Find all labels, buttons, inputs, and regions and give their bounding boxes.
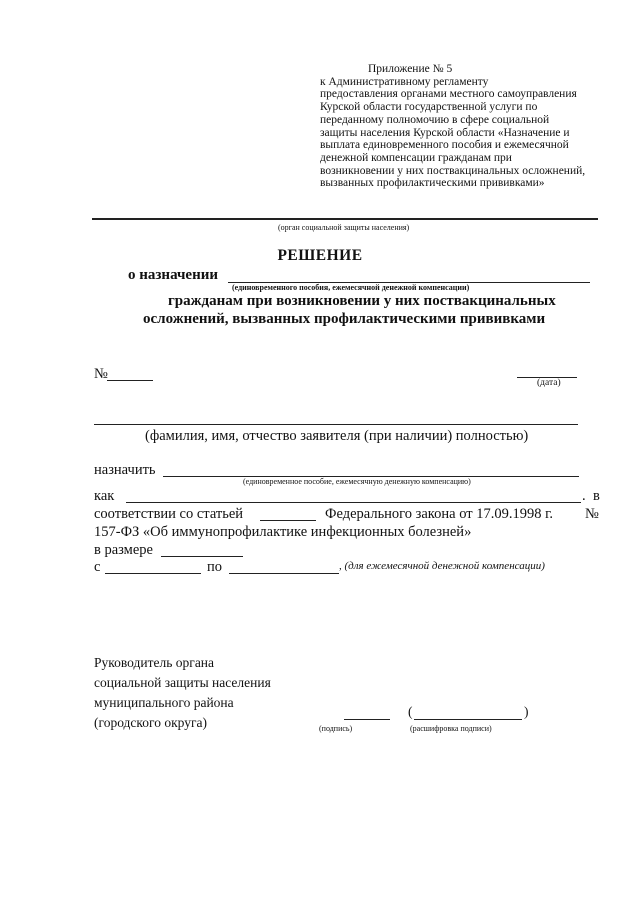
decode-close-paren: ) (524, 704, 529, 719)
document-title: РЕШЕНИЕ (277, 247, 363, 264)
law-text-a: соответствии со статьей (94, 506, 244, 522)
decode-caption: (расшифровка подписи) (410, 724, 492, 733)
article-line[interactable] (260, 520, 316, 521)
annex-line: переданному полномочию в сфере социальной (320, 113, 550, 126)
amount-label: в размере (94, 542, 153, 558)
law-text-b: Федерального закона от 17.09.1998 г. (325, 506, 554, 522)
org-caption: (орган социальной защиты населения) (278, 223, 410, 232)
signature-field-line[interactable] (344, 719, 390, 720)
date-caption: (дата) (537, 378, 561, 388)
subtitle-line-1: гражданам при возникновении у них поствакцинальных (168, 293, 556, 309)
annex-line: Курской области государственной услуги по (320, 101, 538, 114)
as-in: в (593, 488, 600, 504)
law-text-c: № (585, 506, 599, 522)
assign-label: назначить (94, 462, 156, 478)
signature-title (94, 653, 271, 733)
law-text-2: 157-ФЗ «Об иммунопрофилактике инфекционных болезней» (94, 524, 472, 540)
annex-line: выплата единовременного пособия и ежемесячной (320, 139, 569, 152)
number-line[interactable] (107, 380, 153, 381)
signature-line: Руководитель органа (94, 655, 215, 670)
decode-field-line[interactable] (414, 719, 522, 720)
annex-line: возникновении у них поствакцинальных осложнений, (320, 164, 586, 177)
as-line[interactable] (126, 502, 581, 503)
as-label: как (94, 488, 115, 504)
signature-caption: (подпись) (319, 724, 353, 733)
annex-header (320, 63, 610, 190)
annex-line: защиты населения Курской области «Назначение и (320, 126, 570, 139)
as-end: . (582, 488, 586, 504)
annex-line: денежной компенсации гражданам при (320, 151, 512, 164)
signature-line: (городского округа) (94, 715, 208, 730)
applicant-line[interactable] (94, 424, 578, 425)
signature-line: социальной защиты населения (94, 675, 271, 690)
to-line[interactable] (229, 573, 339, 574)
applicant-caption: (фамилия, имя, отчество заявителя (при наличии) полностью) (145, 428, 529, 444)
amount-line[interactable] (161, 556, 243, 557)
assign-caption: (единовременное пособие, ежемесячную денежную компенсацию) (243, 477, 471, 486)
from-line[interactable] (105, 573, 201, 574)
from-label: с (94, 559, 101, 575)
annex-line: к Административному регламенту (320, 75, 489, 88)
to-label: по (207, 559, 223, 575)
period-note: , (для ежемесячной денежной компенсации) (339, 560, 545, 572)
about-label: о назначении (128, 267, 219, 283)
signature-line: муниципального района (94, 695, 234, 710)
annex-line: Приложение № 5 (368, 63, 453, 75)
annex-line: вызванных профилактическими прививками» (320, 177, 545, 190)
subtitle-line-2: осложнений, вызванных профилактическими прививками (143, 311, 546, 327)
about-caption: (единовременного пособия, ежемесячной денежной компенсации) (232, 283, 470, 292)
org-line[interactable] (92, 218, 598, 220)
annex-line: предоставления органами местного самоуправления (320, 88, 577, 101)
number-label: № (94, 366, 108, 382)
decode-open-paren: ( (408, 704, 413, 719)
